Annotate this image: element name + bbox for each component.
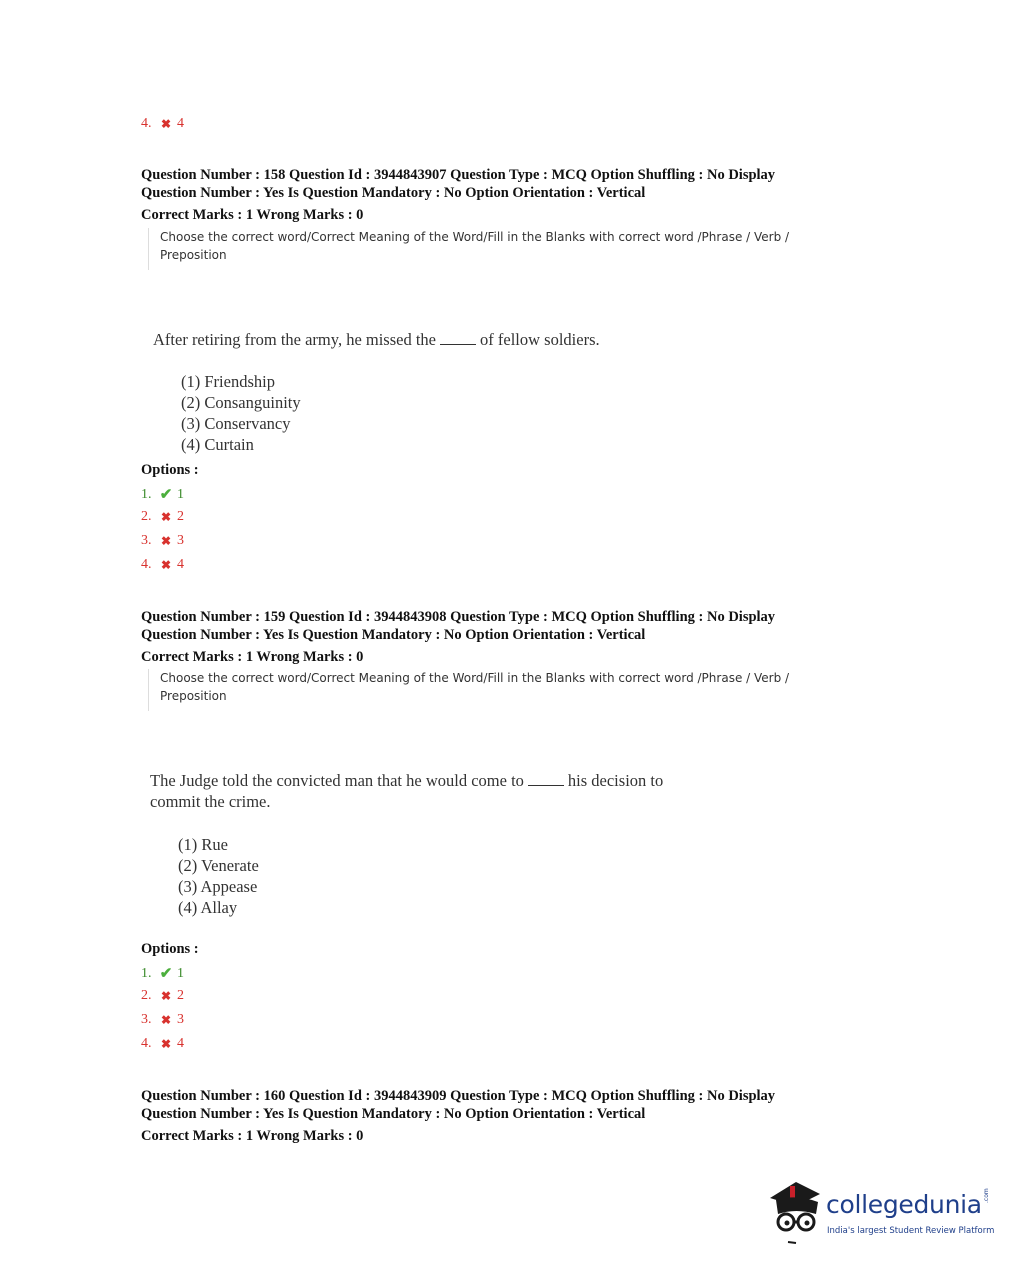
stem-text: commit the crime. [150, 792, 271, 811]
stem-text: his decision to [567, 771, 664, 790]
option-row [141, 988, 184, 1004]
fill-blank [528, 773, 564, 786]
question-marks: Correct Marks : 1 Wrong Marks : 0 [141, 207, 364, 223]
options-label: Options : [141, 941, 199, 957]
choice-item: (4) Allay [178, 898, 238, 917]
question-instruction [160, 228, 840, 264]
question-marks: Correct Marks : 1 Wrong Marks : 0 [141, 1128, 364, 1144]
fill-blank [440, 332, 476, 345]
question-marks: Correct Marks : 1 Wrong Marks : 0 [141, 649, 364, 665]
logo-suffix: .com [983, 1188, 990, 1203]
stem-text: After retiring from the army, he missed the [153, 330, 437, 349]
question-meta-line1: Question Number : 159 Question Id : 3944843908 Question Type : MCQ Option Shuffling : No Display [141, 609, 776, 625]
instruction-line: Choose the correct word/Correct Meaning of the Word/Fill in the Blanks with correct word /Phrase / Verb / [160, 230, 790, 244]
option-value: 3 [177, 1012, 184, 1027]
cross-icon: ✖ [160, 1036, 172, 1051]
question-meta-line2: Question Number : Yes Is Question Mandatory : No Option Orientation : Vertical [141, 627, 646, 643]
option-row [141, 964, 184, 983]
logo-wordmark: collegedunia [826, 1190, 982, 1219]
cross-icon: ✖ [160, 116, 172, 131]
question-stem [150, 770, 663, 812]
instruction-line: Choose the correct word/Correct Meaning of the Word/Fill in the Blanks with correct word /Phrase / Verb / [160, 671, 790, 685]
question-instruction [160, 669, 840, 705]
option-value: 1 [177, 486, 184, 502]
option-number: 4. [141, 557, 152, 572]
option-value: 3 [177, 533, 184, 548]
question-meta-line2: Question Number : Yes Is Question Mandatory : No Option Orientation : Vertical [141, 185, 646, 201]
instruction-line: Preposition [160, 689, 227, 703]
choice-item: (3) Conservancy [181, 414, 291, 433]
option-row [141, 509, 184, 525]
option-value: 2 [177, 509, 184, 524]
options-label: Options : [141, 462, 199, 478]
instruction-line: Preposition [160, 248, 227, 262]
option-value: 4 [177, 1036, 184, 1051]
stem-text: The Judge told the convicted man that he would come to [150, 771, 524, 790]
option-number: 4. [141, 116, 152, 131]
question-meta-line1: Question Number : 160 Question Id : 3944843909 Question Type : MCQ Option Shuffling : No Display [141, 1088, 776, 1104]
option-number: 2. [141, 509, 152, 524]
answer-choices [178, 834, 259, 918]
choice-item: (1) Friendship [181, 372, 275, 391]
choice-item: (4) Curtain [181, 435, 254, 454]
choice-item: (2) Consanguinity [181, 393, 301, 412]
cross-icon: ✖ [160, 509, 172, 524]
cross-icon: ✖ [160, 988, 172, 1003]
option-row [141, 1036, 184, 1052]
stem-text: of fellow soldiers. [480, 330, 600, 349]
option-number: 4. [141, 1036, 152, 1051]
question-meta-line2: Question Number : Yes Is Question Mandatory : No Option Orientation : Vertical [141, 1106, 646, 1122]
logo-tagline: India's largest Student Review Platform [827, 1226, 995, 1236]
choice-item: (1) Rue [178, 835, 228, 854]
option-row [141, 485, 184, 504]
option-number: 2. [141, 988, 152, 1003]
option-value: 1 [177, 965, 184, 981]
cross-icon: ✖ [160, 1012, 172, 1027]
option-value: 2 [177, 988, 184, 1003]
choice-item: (2) Venerate [178, 856, 259, 875]
answer-choices [181, 371, 301, 455]
question-meta-line1: Question Number : 158 Question Id : 3944843907 Question Type : MCQ Option Shuffling : No Display [141, 167, 776, 183]
option-value: 4 [177, 557, 184, 572]
cross-icon: ✖ [160, 533, 172, 548]
option-row [141, 1012, 184, 1028]
option-number: 1. [141, 965, 152, 981]
option-row [141, 533, 184, 549]
option-number: 3. [141, 533, 152, 548]
option-number: 1. [141, 486, 152, 502]
question-stem [153, 329, 600, 350]
option-value: 4 [177, 116, 184, 131]
check-icon: ✔ [159, 966, 173, 982]
option-row [141, 557, 184, 573]
choice-item: (3) Appease [178, 877, 258, 896]
option-row [141, 116, 184, 132]
check-icon: ✔ [159, 487, 173, 503]
option-number: 3. [141, 1012, 152, 1027]
cross-icon: ✖ [160, 557, 172, 572]
